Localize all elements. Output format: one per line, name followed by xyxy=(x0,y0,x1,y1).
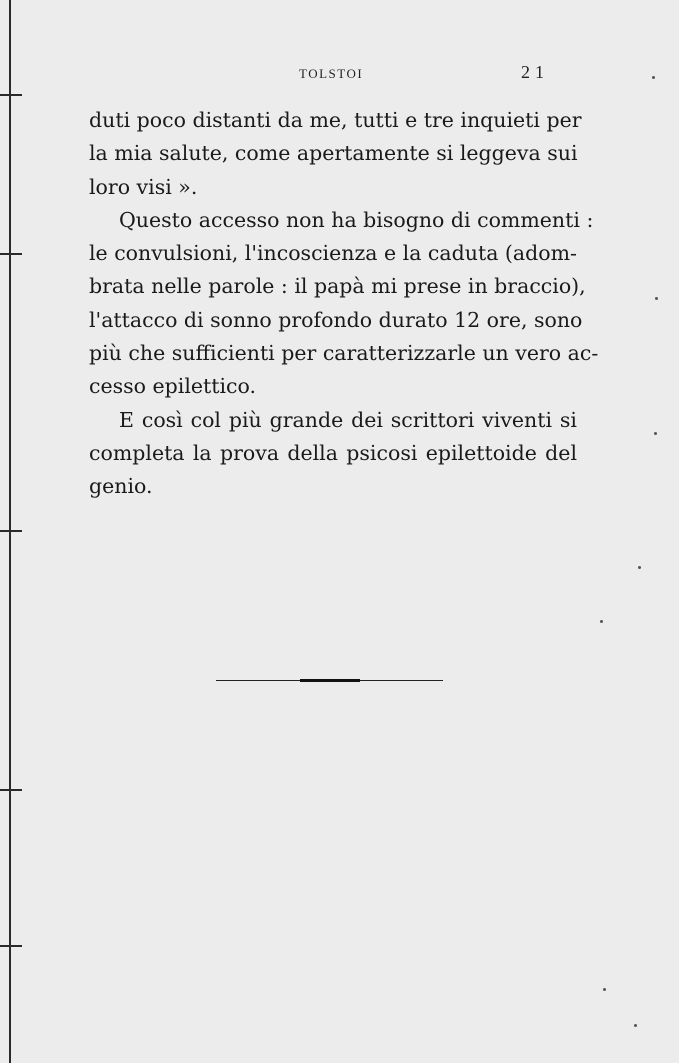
text-line: Questo accesso non ha bisogno di commenti : xyxy=(119,207,594,232)
text-line: completa la prova della psicosi epilettoide del xyxy=(89,440,577,465)
paper-speck xyxy=(655,297,658,300)
binding-mark xyxy=(0,530,22,532)
text-line: le convulsioni, l'incoscienza e la caduta (adom- xyxy=(89,241,577,266)
paper-speck xyxy=(652,76,655,79)
text-line: brata nelle parole : il papà mi prese in braccio), xyxy=(89,274,586,299)
paragraph xyxy=(89,404,577,504)
binding-mark xyxy=(0,945,22,947)
text-line: duti poco distanti da me, tutti e tre inquieti per xyxy=(89,108,582,132)
body-text xyxy=(89,104,599,504)
paper-speck xyxy=(600,620,603,623)
paper-speck xyxy=(638,566,641,569)
text-line: cesso epilettico. xyxy=(89,374,257,399)
paper-speck xyxy=(654,432,657,435)
running-title: TOLSTOI xyxy=(299,66,364,81)
paragraph xyxy=(89,104,582,204)
text-line: loro visi ». xyxy=(89,174,198,199)
text-line: la mia salute, come apertamente si leggeva sui xyxy=(89,141,578,166)
text-line: E così col più grande dei scrittori viventi si xyxy=(119,407,577,432)
paper-speck xyxy=(634,1024,637,1027)
paper-speck xyxy=(603,988,606,991)
paragraph xyxy=(89,204,599,404)
text-line: l'attacco di sonno profondo durato 12 ore, sono xyxy=(89,307,583,332)
page-number: 21 xyxy=(521,62,549,82)
text-line: più che sufficienti per caratterizzarle un vero ac- xyxy=(89,341,599,366)
binding-mark xyxy=(0,253,22,255)
text-line: genio. xyxy=(89,474,153,499)
end-rule-center xyxy=(300,679,360,682)
binding-mark xyxy=(0,94,22,96)
binding-mark xyxy=(0,789,22,791)
